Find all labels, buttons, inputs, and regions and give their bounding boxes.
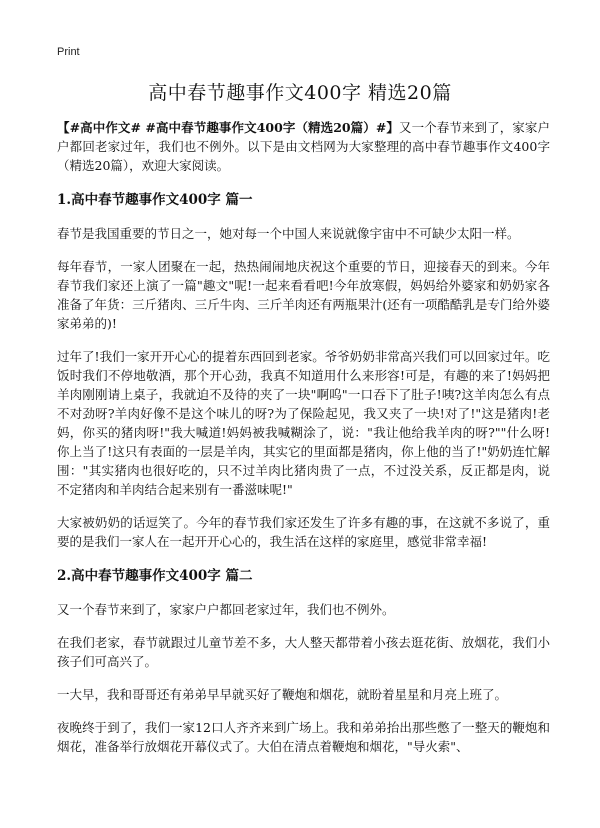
paragraph: 又一个春节来到了，家家户户都回老家过年，我们也不例外。 [57,602,395,617]
intro-tag: 【#高中作文# #高中春节趣事作文400字（精选20篇）#】 [57,120,400,135]
page-title: 高中春节趣事作文400字 精选20篇 [148,82,452,104]
paragraph: 夜晚终于到了，我们一家12口人齐齐来到广场上。我和弟弟抬出那些憋了一整天的鞭炮和烟花，准备举行放烟花开幕仪式了。大伯在清点着鞭炮和烟花，"导火索"、 [57,720,550,754]
paragraph: 在我们老家，春节就跟过儿童节差不多，大人整天都带着小孩去逛花街、放烟花，我们小孩子们可高兴了。 [57,635,550,669]
intro-text: 又一个春节来到了，家家户户都回老家过年，我们也不例外。以下是由文档网为大家整理的高中春节趣事作文400字（精选20篇），欢迎大家阅读。 [57,120,550,173]
print-link[interactable]: Print [57,46,80,58]
intro-paragraph [57,118,550,175]
paragraph: 过年了!我们一家开开心心的提着东西回到老家。爷爷奶奶非常高兴我们可以回家过年。吃饭时我们不停地敬酒，那个开心劲，我真不知道用什么来形容!可是，有趣的来了!妈妈把羊肉刚刚请上桌子，我就迫不及待的夹了一块"啊呜"一口吞下了肚子!咦?这羊肉怎么有点不对劲呀?羊肉好像不是这个味儿的呀?为了保险起见，我又夹了一块!对了!"这是猪肉!老妈，你买的猪肉呀!"我大喊道!妈妈被我喊糊涂了，说："我让他给我羊肉的呀?""什么呀!你上当了!这只有表面的一层是羊肉，其实它的里面都是猪肉，你上他的当了!"奶奶连忙解围："其实猪肉也很好吃的，只不过羊肉比猪肉贵了一点，不过没关系，反正都是肉，说不定猪肉和羊肉结合起来别有一番滋味呢!" [57,349,550,497]
paragraph: 大家被奶奶的话逗笑了。今年的春节我们家还发生了许多有趣的事，在这就不多说了，重要的是我们一家人在一起开开心心的，我生活在这样的家庭里，感觉非常幸福! [57,515,550,549]
paragraph: 每年春节，一家人团聚在一起，热热闹闹地庆祝这个重要的节日，迎接春天的到来。今年春节我们家还上演了一篇"趣文"呢!一起来看看吧!今年放寒假，妈妈给外婆家和奶奶家各准备了年货：三斤猪肉、三斤牛肉、三斤羊肉还有两瓶果汁(还有一项酷酷乳是专门给外婆家弟弟的)! [57,259,550,331]
article-body [57,118,550,770]
paragraph: 一大早，我和哥哥还有弟弟早早就买好了鞭炮和烟花，就盼着星星和月亮上班了。 [57,687,508,702]
section-heading: 2.高中春节趣事作文400字 篇二 [57,568,253,584]
paragraph: 春节是我国重要的节日之一，她对每一个中国人来说就像宇宙中不可缺少太阳一样。 [57,226,520,241]
section-heading: 1.高中春节趣事作文400字 篇一 [57,192,253,208]
